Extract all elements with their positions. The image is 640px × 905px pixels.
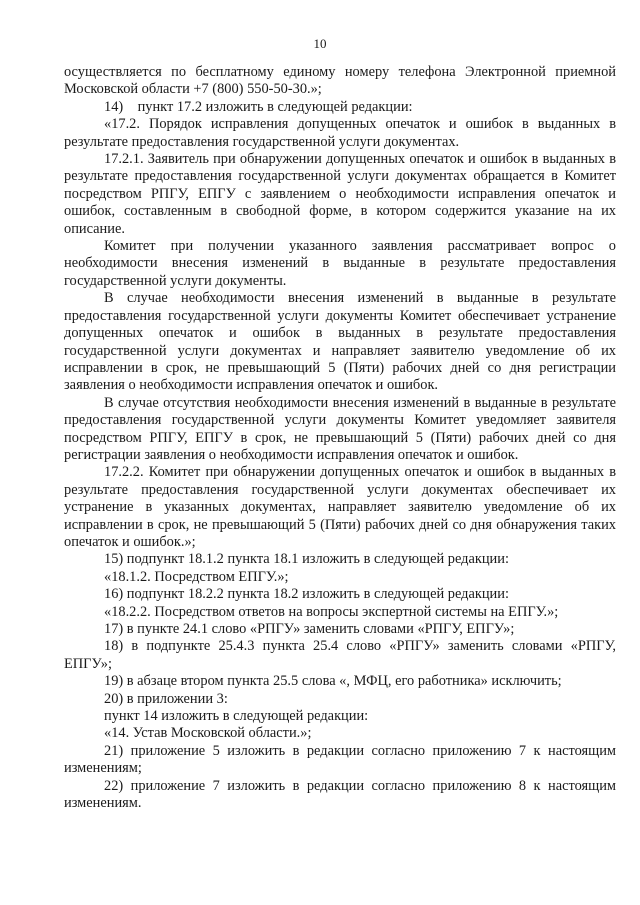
paragraph-20: 22) приложение 7 изложить в редакции согласно приложению 8 к настоящим изменениям. — [64, 777, 616, 812]
paragraph-8: 17.2.2. Комитет при обнаружении допущенных опечаток и ошибок в выданных в результате предоставления государственной услуги документах обеспечивает их устранение в указанных документах, направляет заявителю уведомление об их исправлении в срок, не превышающий 5 (Пяти) рабочих дней со дня обнаружения таких опечаток и ошибок.»; — [64, 464, 616, 550]
paragraph-9: 15) подпункт 18.1.2 пункта 18.1 изложить в следующей редакции: — [104, 551, 509, 568]
paragraph-18: «14. Устав Московской области.»; — [104, 725, 312, 742]
paragraph-15: 19) в абзаце втором пункта 25.5 слова «, МФЦ, его работника» исключить; — [104, 673, 562, 690]
paragraph-16: 20) в приложении 3: — [104, 690, 228, 707]
paragraph-14: 18) в подпункте 25.4.3 пункта 25.4 слово «РПГУ» заменить словами «РПГУ, ЕПГУ»; — [64, 638, 616, 672]
paragraph-17: пункт 14 изложить в следующей редакции: — [104, 708, 369, 725]
paragraph-3: «17.2. Порядок исправления допущенных опечаток и ошибок в выданных в результате предоставления государственной услуги документах. — [64, 116, 616, 150]
paragraph-12: «18.2.2. Посредством ответов на вопросы экспертной системы на ЕПГУ.»; — [104, 603, 559, 620]
paragraph-1: осуществляется по бесплатному единому номеру телефона Электронной приемной Московской области +7 (800) 550-50-30.»; — [64, 64, 616, 98]
paragraph-5: Комитет при получении указанного заявления рассматривает вопрос о необходимости внесения изменений в выданные в результате предоставления государственной услуги документы. — [64, 238, 616, 289]
paragraph-7: В случае отсутствия необходимости внесения изменений в выданные в результате предоставления государственной услуги документы Комитет уведомляет заявителя посредством РПГУ, ЕПГУ в срок, не превышающий 5 (Пяти) рабочих дней со дня регистрации заявления о необходимости исправления опечаток и ошибок. — [64, 394, 616, 463]
paragraph-13: 17) в пункте 24.1 слово «РПГУ» заменить словами «РПГУ, ЕПГУ»; — [104, 621, 515, 637]
document-body — [64, 64, 616, 812]
paragraph-19: 21) приложение 5 изложить в редакции согласно приложению 7 к настоящим изменениям; — [64, 742, 616, 777]
paragraph-11: 16) подпункт 18.2.2 пункта 18.2 изложить в следующей редакции: — [104, 586, 509, 603]
paragraph-4: 17.2.1. Заявитель при обнаружении допущенных опечаток и ошибок в выданных в результате предоставления государственной услуги документах обращается в Комитет посредством РПГУ, ЕПГУ с заявлением о необходимости исправления опечаток и ошибок, составленным в свободной форме, в котором содержится указание на их описание. — [64, 151, 616, 237]
paragraph-10: «18.1.2. Посредством ЕПГУ.»; — [104, 568, 289, 585]
page-number: 10 — [313, 36, 327, 51]
paragraph-2: 14) пункт 17.2 изложить в следующей редакции: — [104, 98, 413, 115]
paragraph-6: В случае необходимости внесения изменений в выданные в результате предоставления государственной услуги документы Комитет обеспечивает устранение допущенных опечаток и ошибок в выданных в результате предоставления государственной услуги документах и направляет заявителю уведомление об их исправлении в срок, не превышающий 5 (Пяти) рабочих дней со дня регистрации заявления о необходимости исправления опечаток и ошибок. — [64, 290, 616, 394]
